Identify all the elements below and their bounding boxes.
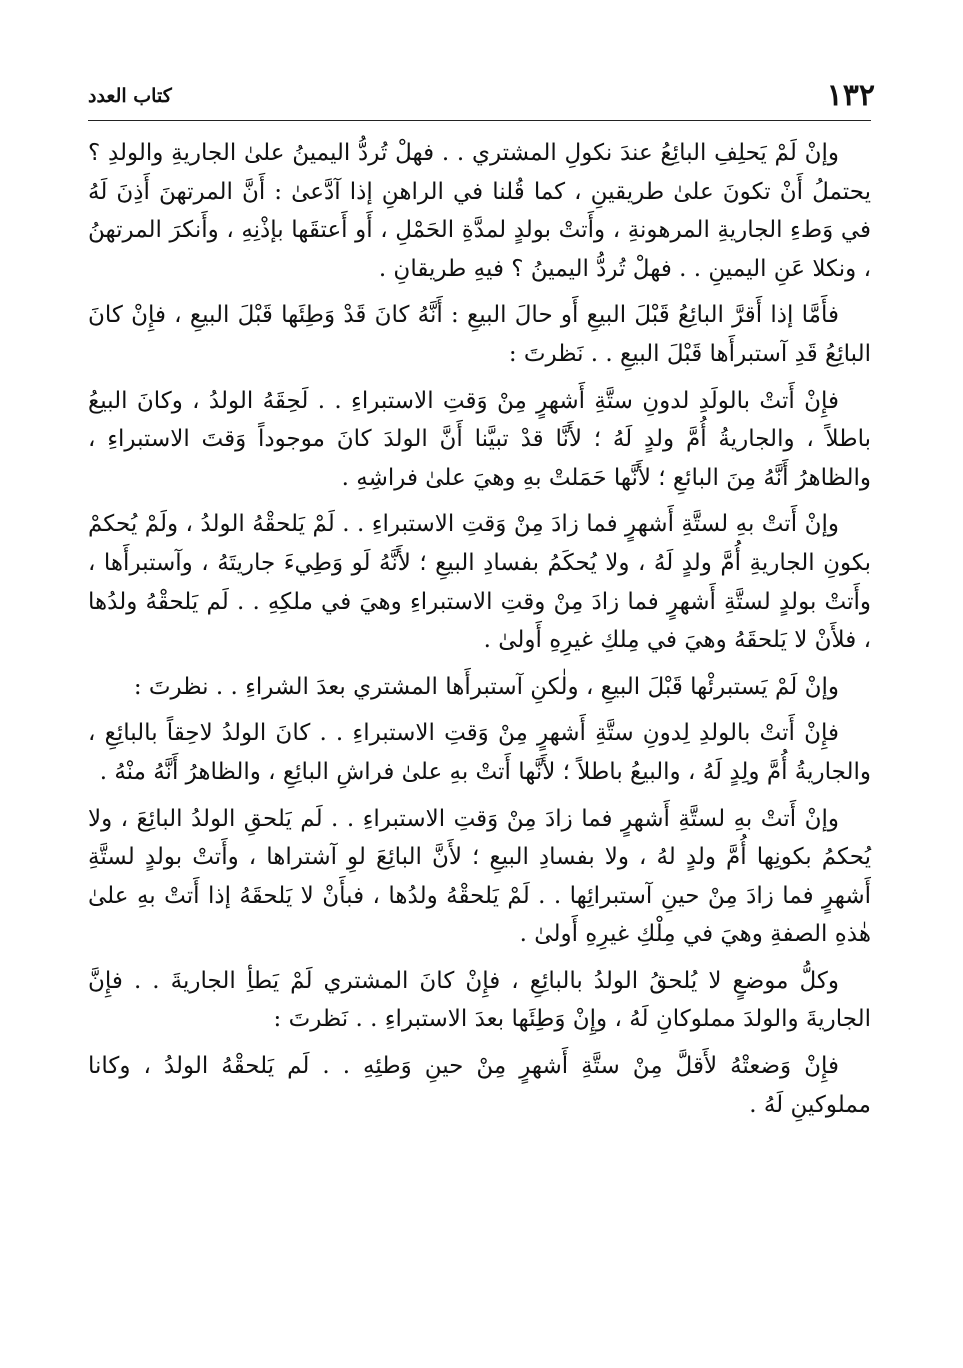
paragraph: وإنْ لَمْ يَستبرئْها قَبْلَ البيعِ ، ولٰكنِ آستبرأَها المشتري بعدَ الشراءِ . . نظرتَ : [133,673,839,700]
running-title: كتاب العدد [88,85,172,107]
paragraph: وإنْ أَتتْ بهِ لستَّةِ أَشهرٍ فما زادَ مِنْ وَقتِ الاستبراءِ . . لَم يَلحقِ الولدُ البائِعَ ، ولا يُحكمُ بكونِها أُمَّ ولدٍ لهُ ، ولا بفسادِ البيعِ ؛ لأَنَّ البائِعَ لوِ آشتراها ، وأَتتْ بولدٍ لستَّةِ أَشهرٍ فما زادَ مِنْ حينِ آستبرائِها . . لَمْ يَلحقْهُ ولدُها ، فبأَنْ لا يَلحقَهُ إذا أَتتْ بهِ علىٰ هٰذهِ الصفةِ وهيَ في مِلْكِ غيرِهِ أَولىٰ . [88,805,871,948]
page-header [88,78,875,118]
page-body [88,134,871,1132]
paragraph: فأَمَّا إذا أَقرَّ البائِعُ قَبْلَ البيعِ أَو حالَ البيعِ : أَنَّهُ كانَ قَدْ وَطِئَها قَبْلَ البيعِ ، فإِنْ كانَ البائِعُ قَدِ آستبرأَها قَبْلَ البيعِ . . نَظرتَ : [88,302,871,367]
paragraph: فإِنْ أَتتْ بالولدِ لِدونِ ستَّةِ أَشهرٍ مِنْ وَقتِ الاستبراءِ . . كانَ الولدُ لاحِقاً بالبائِعِ ، والجاريةُ أُمَّ ولِدٍ لَهُ ، والبيعُ باطلاً ؛ لأَنَّها أَتتْ بهِ علىٰ فراشِ البائِعِ ، والظاهرُ أَنَّهُ منْهُ . [88,720,871,785]
paragraph: فإِنْ وَضعتْهُ لأَقلَّ مِنْ ستَّةِ أَشهرٍ مِنْ حينِ وَطئِهِ . . لَم يَلحقْهُ الولدُ ، وكانا مملوكينِ لَهُ . [88,1053,871,1118]
page-number: ١٣٢ [826,78,875,113]
paragraph: فإِنْ أَتتْ بالولَدِ لدونِ ستَّةِ أَشهرٍ مِنْ وَقتِ الاستبراءِ . . لَحِقَهُ الولدُ ، وكانَ البيعُ باطلاً ، والجاريةُ أُمَّ ولدٍ لَهُ ؛ لأَنَّا قدْ تبيَّنا أَنَّ الولدَ كانَ موجوداً وَقتَ الاستبراءِ ، والظاهرُ أَنَّهُ مِنَ البائعِ ؛ لأَنَّها حَمَلتْ بهِ وهيَ علىٰ فراشِهِ . [88,387,871,491]
header-divider [88,120,871,121]
paragraph: وكلُّ موضعٍ لا يُلحقُ الولدُ بالبائِعِ ، فإِنْ كانَ المشتري لَمْ يَطأِ الجاريةَ . . فإِنَّ الجاريةَ والولدَ مملوكانِ لَهُ ، وإِنْ وَطِئَها بعدَ الاستبراءِ . . نَظرتَ : [88,967,871,1033]
paragraph: وإنْ لَمْ يَحلِفِ البائِعُ عندَ نكولِ المشتري . . فهلْ تُردُّ اليمينُ علىٰ الجاريةِ والولدِ ؟ يحتملُ أَنْ تكونَ علىٰ طريقينِ ، كما قُلنا في الراهنِ إذا آدَّعىٰ : أَنَّ المرتهنَ أَذِنَ لَهُ في وَطءِ الجاريةِ المرهونةِ ، وأَتتْ بولدٍ لمدَّةِ الحَمْلِ ، أَو أَعتقَها بإذْنِهِ ، وأَنكرَ المرتهنُ ، ونكلا عَنِ اليمينِ . . فهلْ تُردُّ اليمينُ ؟ فيهِ طريقانِ . [88,140,871,282]
paragraph: وإنْ أَتتْ بهِ لستَّةِ أَشهرٍ فما زادَ مِنْ وَقتِ الاستبراءِ . . لَمْ يَلحقْهُ الولدُ ، ولَمْ يُحكمْ بكونِ الجاريةِ أُمَّ ولدٍ لَهُ ، ولا يُحكَمُ بفسادِ البيعِ ؛ لأَنَّهُ لَو وَطِيءَ جاريتَهُ ، وآستبرأَها ، وأَتتْ بولدٍ لستَّةِ أَشهرٍ فما زادَ مِنْ وقتِ الاستبراءِ وهيَ في ملكِهِ . . لَم يَلحقْهُ ولدُها ، فلأَنْ لا يَلحقَهُ وهيَ في مِلكِ غيرِهِ أَولىٰ . [88,511,871,654]
